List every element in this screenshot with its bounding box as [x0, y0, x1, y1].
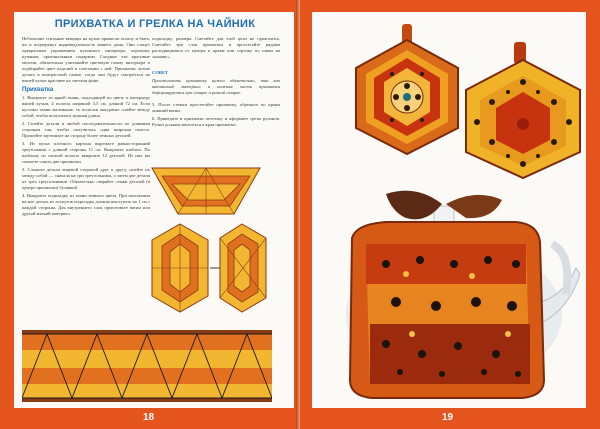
- step-5: 5. После стежки простегайте прихватку, обрежьте по краям лишний ватин.: [152, 102, 280, 113]
- tea-cozy-photo: [326, 184, 582, 404]
- page-number-right: 19: [442, 412, 454, 423]
- hexagon-left: [152, 224, 208, 312]
- strip-triangle-layout-diagram: [22, 330, 272, 402]
- intro-paragraph: Небольшие стильные вещицы на кухне приносят пользу и быть, но и подчеркнут индивидуальность вашего дома. Они станут прекрасным украшением кухонного интерьера, хорошим, нужным, оригинальным подарком. Сходные эти красивые мелочи, обязательно учитывайте цветовую гамму интерьера и подбирайте цвет изделий в сочетании с ней. Прихватки лучше делать в контрастной гамме, тогда они будут смотреться на вашей кухне красивее на светлом фоне.: [22, 36, 150, 83]
- potholder-photo-right: [462, 42, 584, 180]
- step-1: 1. Выкроите из яркой ткани, подходящей по цвету к интерьеру вашей кухни, 4 полосы шириной 3,5 см, длиной 72 см. Если кусочки ткани маленькие, то полоски аккуратно сшейте между собой, чтобы получилась нужная длина.: [22, 95, 150, 118]
- left-column: [22, 36, 150, 219]
- page-number-left: 18: [143, 412, 155, 423]
- step-4: 4. Выкроите подкладку из ткани темного цвета. При наложении на нее деталь из лоскутов подкладка должна выступать на 1 см с каждой стороны. Для внутреннего слоя приготовьте ватин или другой мягкий материал.: [22, 193, 150, 216]
- hexagon-assembly-diagram: [150, 222, 268, 314]
- right-text-1: подкладку, размера. Сметайте для этой цели не сдвигались. Сметайте три слоя прихватки и простегайте рядами расходящимися от центра к краям или строчку по швам на «канаву».: [152, 36, 280, 59]
- step-2: 2. Сшейте детали в любой последовательности по длинным сторонам так, чтобы получилась одна широкая полоса. Прошейте заутюжьте на сторону более темных деталей.: [22, 121, 150, 138]
- strip-trapezoid-diagram: [150, 166, 262, 216]
- right-column: [152, 36, 280, 130]
- step-6: 6. Приведите в прихватке петельку и оформите срезы рулонов. Ручки должны вписаться в края прихватки.: [152, 116, 280, 127]
- sovet-label: СОВЕТ: [152, 70, 169, 75]
- step-3b: 3. Сложите детали лицевой стороной друг к другу, сшейте их между собой — сначала на три треугольника, а затем две детали из трех треугольников. Обязательно сверяйте стыки деталей (в центре прихватки) булавкой.: [22, 167, 150, 190]
- step-3: 3. Из куска плотного картона вырежьте равносторонний треугольник с длиной стороны 11 см. Выкроите шаблон. По шаблону из сшитой полосы выкроите 12 деталей. Из них вы сможете сшить две прихватки.: [22, 141, 150, 164]
- sovet-text: Простегивать прихватку нужно обязательно, так как ватиновый материал и нижняя часть прихватки деформируются при стирке и разной стирке.: [152, 78, 280, 95]
- section-heading: Прихватка: [22, 87, 54, 93]
- page-title: ПРИХВАТКА И ГРЕЛКА НА ЧАЙНИК: [54, 18, 256, 30]
- potholder-photo-left: [352, 24, 462, 156]
